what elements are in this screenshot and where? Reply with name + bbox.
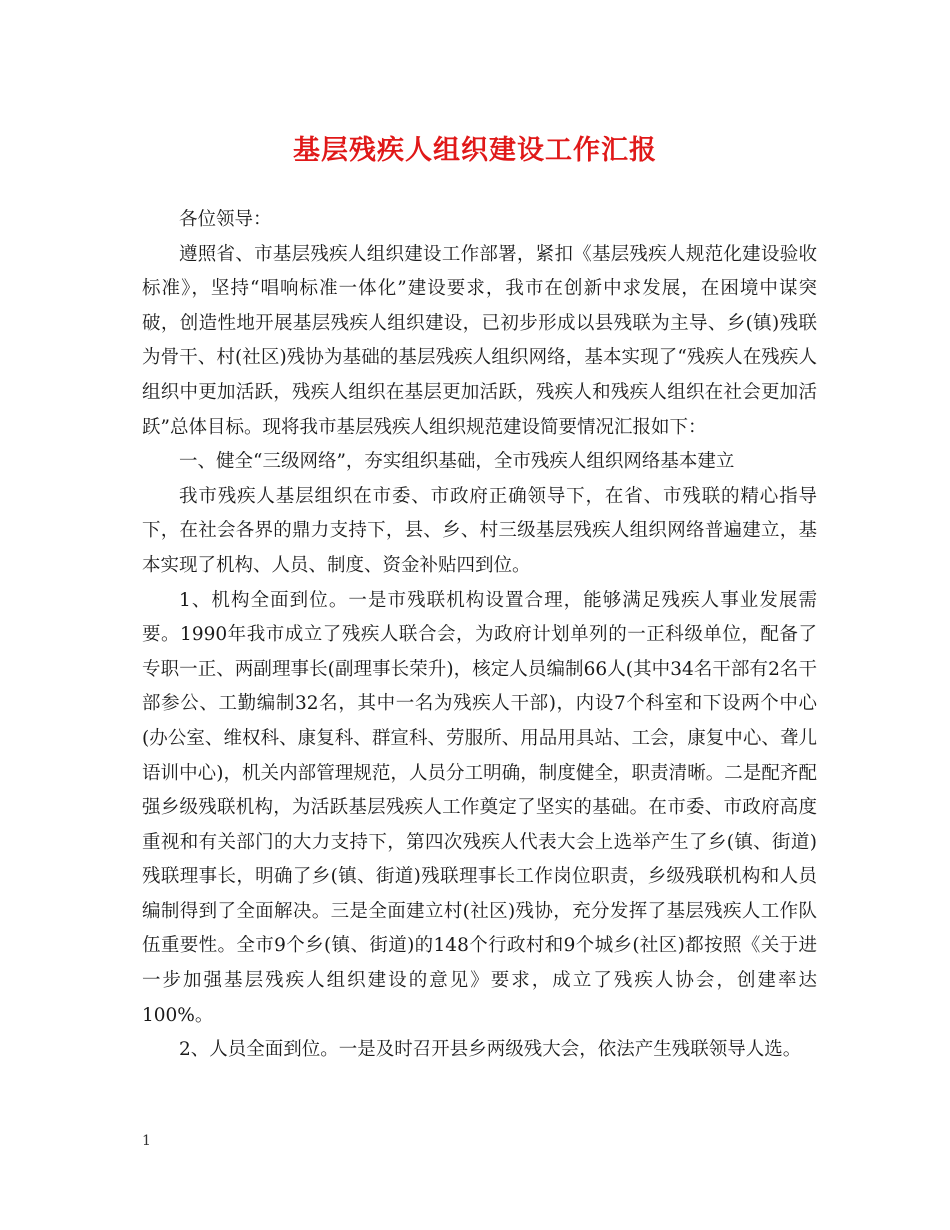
section-1-paragraph: 我市残疾人基层组织在市委、市政府正确领导下，在省、市残联的精心指导下，在社会各界的鼎力支持下，县、乡、村三级基层残疾人组织网络普遍建立，基本实现了机构、人员、制度、资金补贴四到位。 <box>142 485 817 576</box>
institution-paragraph: 1、机构全面到位。一是市残联机构设置合理，能够满足残疾人事业发展需要。1990年我市成立了残疾人联合会，为政府计划单列的一正科级单位，配备了专职一正、两副理事长(副理事长荣升)，核定人员编制66人(其中34名干部有2名干部参公、工勤编制32名，其中一名为残疾人干部)，内设7个科室和下设两个中心(办公室、维权科、康复科、群宣科、劳服所、用品用具站、工会，康复中心、聋儿语训中心)，机关内部管理规范，人员分工明确，制度健全，职责清晰。二是配齐配强乡级残联机构，为活跃基层残疾人工作奠定了坚实的基础。在市委、市政府高度重视和有关部门的大力支持下，第四次残疾人代表大会上选举产生了乡(镇、街道)残联理事长，明确了乡(镇、街道)残联理事长工作岗位职责，乡级残联机构和人员编制得到了全面解决。三是全面建立村(社区)残协，充分发挥了基层残疾人工作队伍重要性。全市9个乡(镇、街道)的148个行政村和9个城乡(社区)都按照《关于进一步加强基层残疾人组织建设的意见》要求，成立了残疾人协会，创建率达100%。 <box>142 589 817 1026</box>
salutation-paragraph: 各位领导： <box>179 209 272 230</box>
document-title: 基层残疾人组织建设工作汇报 <box>293 135 657 166</box>
intro-paragraph: 遵照省、市基层残疾人组织建设工作部署，紧扣《基层残疾人规范化建设验收标准》，坚持“唱响标准一体化”建设要求，我市在创新中求发展，在困境中谋突破，创造性地开展基层残疾人组织建设，已初步形成以县残联为主导、乡(镇)残联为骨干、村(社区)残协为基础的基层残疾人组织网络，基本实现了“残疾人在残疾人组织中更加活跃，残疾人组织在基层更加活跃，残疾人和残疾人组织在社会更加活跃”总体目标。现将我市基层残疾人组织规范建设简要情况汇报如下： <box>142 243 817 438</box>
document-body <box>142 203 817 1068</box>
page-number: 1 <box>142 1133 151 1149</box>
section-heading-1: 一、健全“三级网络”，夯实组织基础，全市残疾人组织网络基本建立 <box>179 451 735 473</box>
personnel-paragraph: 2、人员全面到位。一是及时召开县乡两级残大会，依法产生残联领导人选。 <box>179 1039 802 1061</box>
